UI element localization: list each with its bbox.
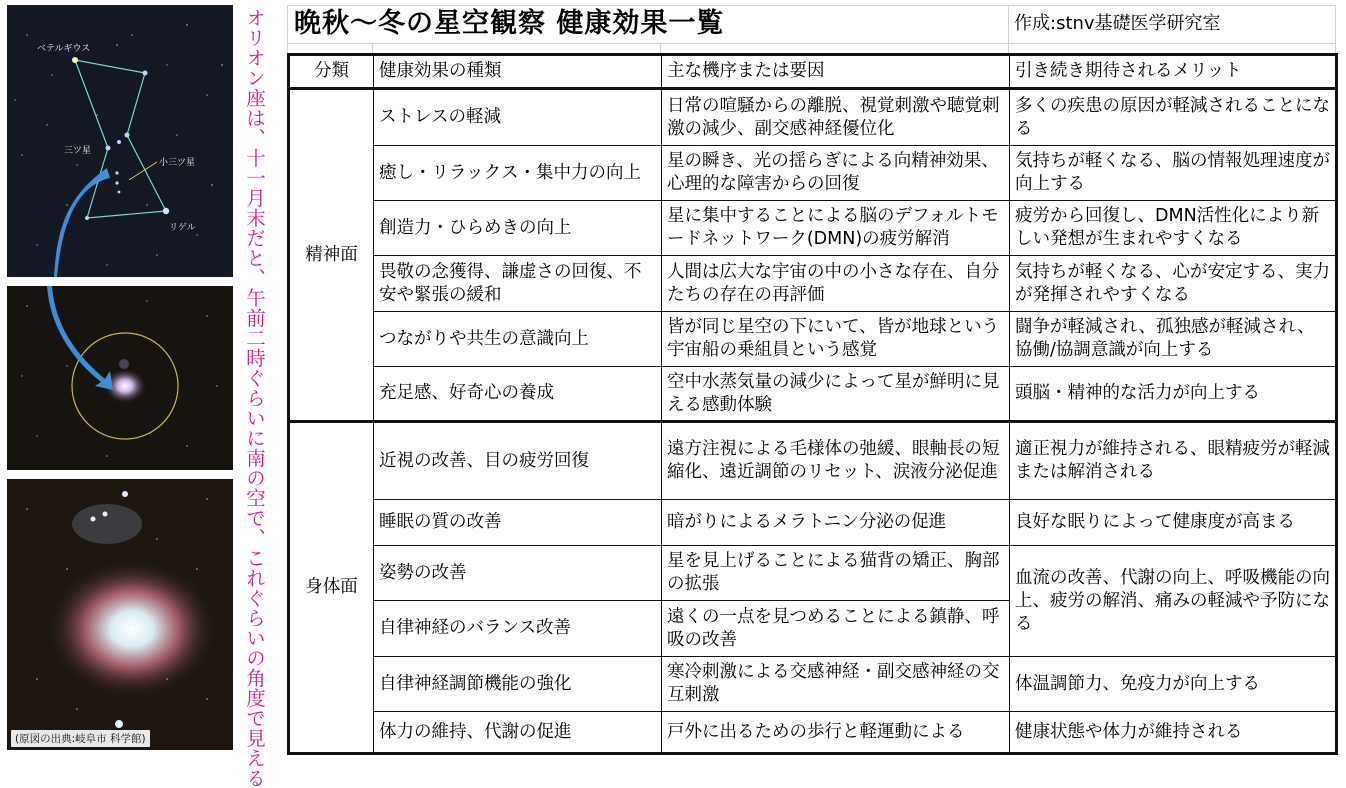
mechanism-cell: 遠くの一点を見つめることによる鎮静、呼吸の改善 [662, 601, 1010, 657]
orion-nebula-closeup-photo [7, 479, 233, 750]
gridline [287, 5, 288, 53]
benefit-cell: 気持ちが軽くなる、脳の情報処理速度が向上する [1010, 146, 1337, 201]
effect-cell: 近視の改善、目の疲労回復 [374, 422, 662, 500]
gridline [1335, 5, 1336, 53]
mechanism-cell: 人間は広大な宇宙の中の小さな存在、自分たちの存在の再評価 [662, 256, 1010, 312]
effect-cell: 睡眠の質の改善 [374, 500, 662, 546]
benefit-cell: 適正視力が維持される、眼精疲労が軽減または解消される [1010, 422, 1337, 500]
image-credit: (原図の出典:岐阜市 科学館) [11, 730, 150, 747]
orion-nebula-closeup-image [7, 479, 233, 750]
benefit-cell: 健康状態や体力が維持される [1010, 712, 1337, 754]
sheet-title: 晩秋～冬の星空観察 健康効果一覧 [294, 8, 725, 39]
table-row [289, 146, 1337, 201]
mechanism-cell: 星を見上げることによる猫背の矯正、胸部の拡張 [662, 546, 1010, 601]
betelgeuse-star [72, 57, 78, 63]
benefit-cell: 多くの疾患の原因が軽減されることになる [1010, 89, 1337, 146]
table-row [289, 422, 1337, 500]
label-belt: 三ツ星 [64, 146, 92, 156]
header-mechanism: 主な機序または要因 [662, 55, 1010, 89]
label-betelgeuse: ベテルギウス [37, 44, 91, 54]
table-row [289, 256, 1337, 312]
category-mental: 精神面 [289, 89, 374, 422]
mechanism-cell: 寒冷刺激による交感神経・副交感神経の交互刺激 [662, 657, 1010, 712]
effect-cell: 自律神経調節機能の強化 [374, 657, 662, 712]
table-row [289, 201, 1337, 256]
mechanism-cell: 日常の喧騒からの離脱、視覚刺激や聴覚刺激の減少、副交感神経優位化 [662, 89, 1010, 146]
effect-cell: 癒し・リラックス・集中力の向上 [374, 146, 662, 201]
orion-constellation-photo [7, 5, 233, 277]
table-row [289, 500, 1337, 546]
effect-cell: 体力の維持、代謝の促進 [374, 712, 662, 754]
gridline [372, 43, 373, 53]
orion-constellation-image [7, 5, 233, 277]
benefit-cell: 体温調節力、免疫力が向上する [1010, 657, 1337, 712]
effect-cell: ストレスの軽減 [374, 89, 662, 146]
header-benefit: 引き続き期待されるメリット [1010, 55, 1337, 89]
table-row [289, 712, 1337, 754]
orion-nebula-wide-photo [7, 286, 233, 470]
mechanism-cell: 遠方注視による毛様体の弛緩、眼軸長の短縮化、遠近調節のリセット、涙液分泌促進 [662, 422, 1010, 500]
effect-cell: 充足感、好奇心の養成 [374, 367, 662, 422]
orion-nebula-wide-image [7, 286, 233, 470]
benefit-cell: 闘争が軽減され、孤独感が軽減され、協働/協調意識が向上する [1010, 312, 1337, 367]
gridline [660, 43, 661, 53]
rigel-star [163, 208, 169, 214]
table-row [289, 657, 1337, 712]
sheet-author: 作成:stnv基礎医学研究室 [1014, 13, 1221, 34]
effect-cell: つながりや共生の意識向上 [374, 312, 662, 367]
vertical-caption: オリオン座は、十一月末だと、午前二時ぐらいに南の空で、これぐらいの角度で見える [243, 8, 266, 788]
benefit-cell: 疲労から回復し、DMN活性化により新しい発想が生まれやすくなる [1010, 201, 1337, 256]
mechanism-cell: 皆が同じ星空の下にいて、皆が地球という宇宙船の乗組員という感覚 [662, 312, 1010, 367]
benefit-cell: 気持ちが軽くなる、心が安定する、実力が発揮されやすくなる [1010, 256, 1337, 312]
mechanism-cell: 戸外に出るための歩行と軽運動による [662, 712, 1010, 754]
health-effects-table [287, 53, 1338, 755]
effect-cell: 創造力・ひらめきの向上 [374, 201, 662, 256]
header-category: 分類 [289, 55, 374, 89]
table-row [289, 312, 1337, 367]
label-rigel: リゲル [169, 223, 196, 233]
header-effect: 健康効果の種類 [374, 55, 662, 89]
mechanism-cell: 暗がりによるメラトニン分泌の促進 [662, 500, 1010, 546]
mechanism-cell: 星の瞬き、光の揺らぎによる向精神効果、心理的な障害からの回復 [662, 146, 1010, 201]
effect-cell: 畏敬の念獲得、謙虚さの回復、不安や緊張の緩和 [374, 256, 662, 312]
benefit-cell: 良好な眠りによって健康度が高まる [1010, 500, 1337, 546]
effect-cell: 姿勢の改善 [374, 546, 662, 601]
benefit-cell: 頭脳・精神的な活力が向上する [1010, 367, 1337, 422]
table-row [289, 367, 1337, 422]
category-physical: 身体面 [289, 422, 374, 754]
gridline [1008, 5, 1009, 53]
mechanism-cell: 空中水蒸気量の減少によって星が鮮明に見える感動体験 [662, 367, 1010, 422]
label-sword: 小三ツ星 [159, 158, 196, 168]
gridline [287, 43, 1335, 44]
table-row [289, 89, 1337, 146]
effect-cell: 自律神経のバランス改善 [374, 601, 662, 657]
benefit-cell-merged: 血流の改善、代謝の向上、呼吸機能の向上、疲労の解消、痛みの軽減や予防になる [1010, 546, 1337, 657]
table-header-row [289, 55, 1337, 89]
table-row [289, 546, 1337, 601]
mechanism-cell: 星に集中することによる脳のデフォルトモードネットワーク(DMN)の疲労解消 [662, 201, 1010, 256]
